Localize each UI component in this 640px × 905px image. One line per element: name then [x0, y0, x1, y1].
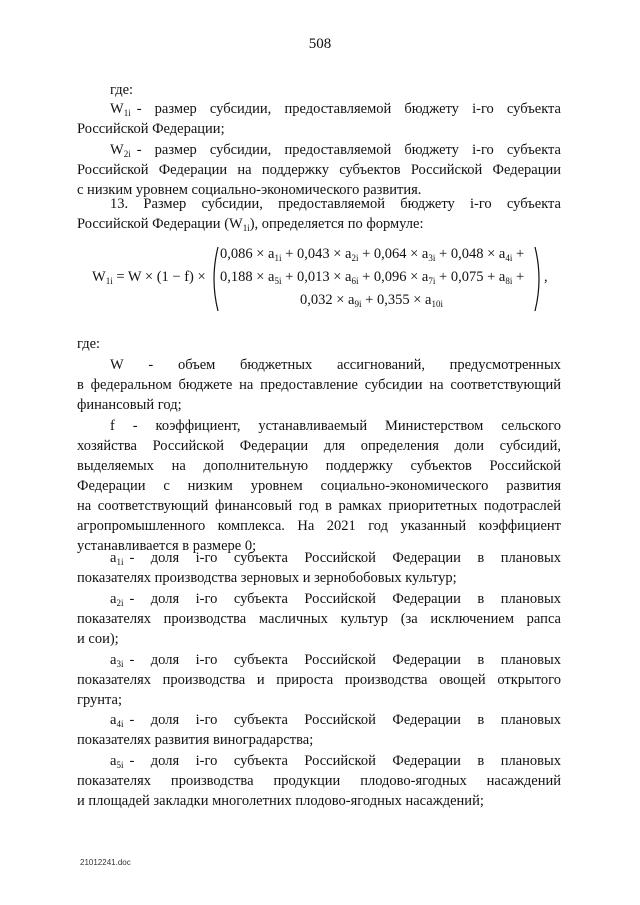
where-label-2: где: — [77, 336, 101, 352]
a4-text: - доля i-го субъекта Российской Федерации в плановых — [129, 712, 561, 728]
w2-text-end: с низким уровнем социально-экономического развития. — [77, 182, 422, 198]
w-dash: - — [148, 357, 154, 373]
w-def-cont: в федеральном бюджете на предоставление субсидии на соответствующий — [77, 377, 561, 393]
a4-symbol: $a_{4i}$ — [110, 712, 124, 729]
a3-text: - доля i-го субъекта Российской Федерации в плановых — [129, 652, 561, 668]
a1-line — [110, 548, 561, 568]
right-paren — [534, 246, 544, 312]
w2-text: - размер субсидии, предоставляемой бюджету i-го субъекта — [136, 142, 561, 158]
w2-line — [110, 140, 561, 160]
w1-text: - размер субсидии, предоставляемой бюджету i-го субъекта — [136, 101, 561, 117]
a1-symbol: $a_{1i}$ — [110, 550, 124, 567]
paragraph-13-cont: Российской Федерации $(W_{1i})$, определяется по формуле: — [77, 216, 424, 233]
a4-line — [110, 710, 561, 730]
a5-text: - доля i-го субъекта Российской Федерации в плановых — [129, 753, 561, 769]
f-def-4: Федерации с низким уровнем социально-экономического развития — [77, 478, 561, 494]
w-word: ассигнований, — [336, 357, 425, 373]
where-label: где: — [110, 82, 134, 98]
f-def-5: на соответствующий финансовый год в рамках приоритетных подотраслей — [77, 498, 561, 514]
w1-line — [110, 99, 561, 119]
a2-text-end: и сои); — [77, 631, 119, 647]
a1-text: - доля i-го субъекта Российской Федерации в плановых — [129, 550, 561, 566]
a2-text: - доля i-го субъекта Российской Федерации в плановых — [129, 591, 561, 607]
a3-text-end: грунта; — [77, 692, 122, 708]
a3-text-cont: показателях производства и прироста производства овощей открытого — [77, 672, 561, 688]
f-def-3: выделяемых на дополнительную поддержку субъектов Российской — [77, 458, 561, 474]
a2-line — [110, 589, 561, 609]
w1-text-cont: Российской Федерации; — [77, 121, 225, 137]
a5-symbol: $a_{5i}$ — [110, 753, 124, 770]
formula-comma: , — [544, 269, 548, 285]
a2-symbol: $a_{2i}$ — [110, 591, 124, 608]
footer-filename: 21012241.doc — [80, 858, 131, 867]
w1-symbol: $W_{1i}$ — [110, 101, 131, 118]
w-def-line — [110, 355, 561, 375]
a5-text-cont: показателях производства продукции плодово-ягодных насаждений — [77, 773, 561, 789]
a4-text-cont: показателях развития виноградарства; — [77, 732, 314, 748]
left-paren — [209, 246, 219, 312]
w-symbol: W — [110, 357, 124, 373]
w-word: объем — [177, 357, 216, 373]
a2-text-cont: показателях производства масличных культур (за исключением рапса — [77, 611, 561, 627]
formula-lhs: $W_{1i} = W \times (1 - f)$ × — [92, 269, 206, 286]
a3-symbol: $a_{3i}$ — [110, 652, 124, 669]
a3-line — [110, 650, 561, 670]
w2-symbol: $W_{2i}$ — [110, 142, 131, 159]
formula-row-3: $0,032 \times a_{9i} + 0,355 \times a_{10i}$ — [300, 292, 443, 309]
w-def-end: финансовый год; — [77, 397, 182, 413]
paragraph-13: 13. Размер субсидии, предоставляемой бюджету i-го субъекта — [110, 196, 561, 212]
formula-row-2: $0,188 \times a_{5i} + 0,013 \times a_{6i} + 0,096 \times a_{7i} + 0,075 + a_{8i}$ + — [220, 269, 525, 286]
f-def-6: агропромышленного комплекса. На 2021 год указанный коэффициент — [77, 518, 561, 534]
a5-line — [110, 751, 561, 771]
w-word: предусмотренных — [449, 357, 561, 373]
formula-row-1: $0,086 \times a_{1i} + 0,043 \times a_{2i} + 0,064 \times a_{3i} + 0,048 \times a_{4i}$ + — [220, 246, 525, 263]
a5-text-end: и площадей закладки многолетних плодово-ягодных насаждений; — [77, 793, 484, 809]
w-word: бюджетных — [240, 357, 313, 373]
f-def-end: устанавливается в размере 0; — [77, 538, 257, 554]
w2-text-cont: Российской Федерации на поддержку субъектов Российской Федерации — [77, 162, 561, 178]
f-def: f - коэффициент, устанавливаемый Министерством сельского — [110, 418, 561, 434]
formula — [92, 246, 552, 312]
a1-text-cont: показателях производства зерновых и зернобобовых культур; — [77, 570, 457, 586]
f-def-2: хозяйства Российской Федерации для определения доли субсидий, — [77, 438, 561, 454]
page-number: 508 — [308, 36, 332, 52]
